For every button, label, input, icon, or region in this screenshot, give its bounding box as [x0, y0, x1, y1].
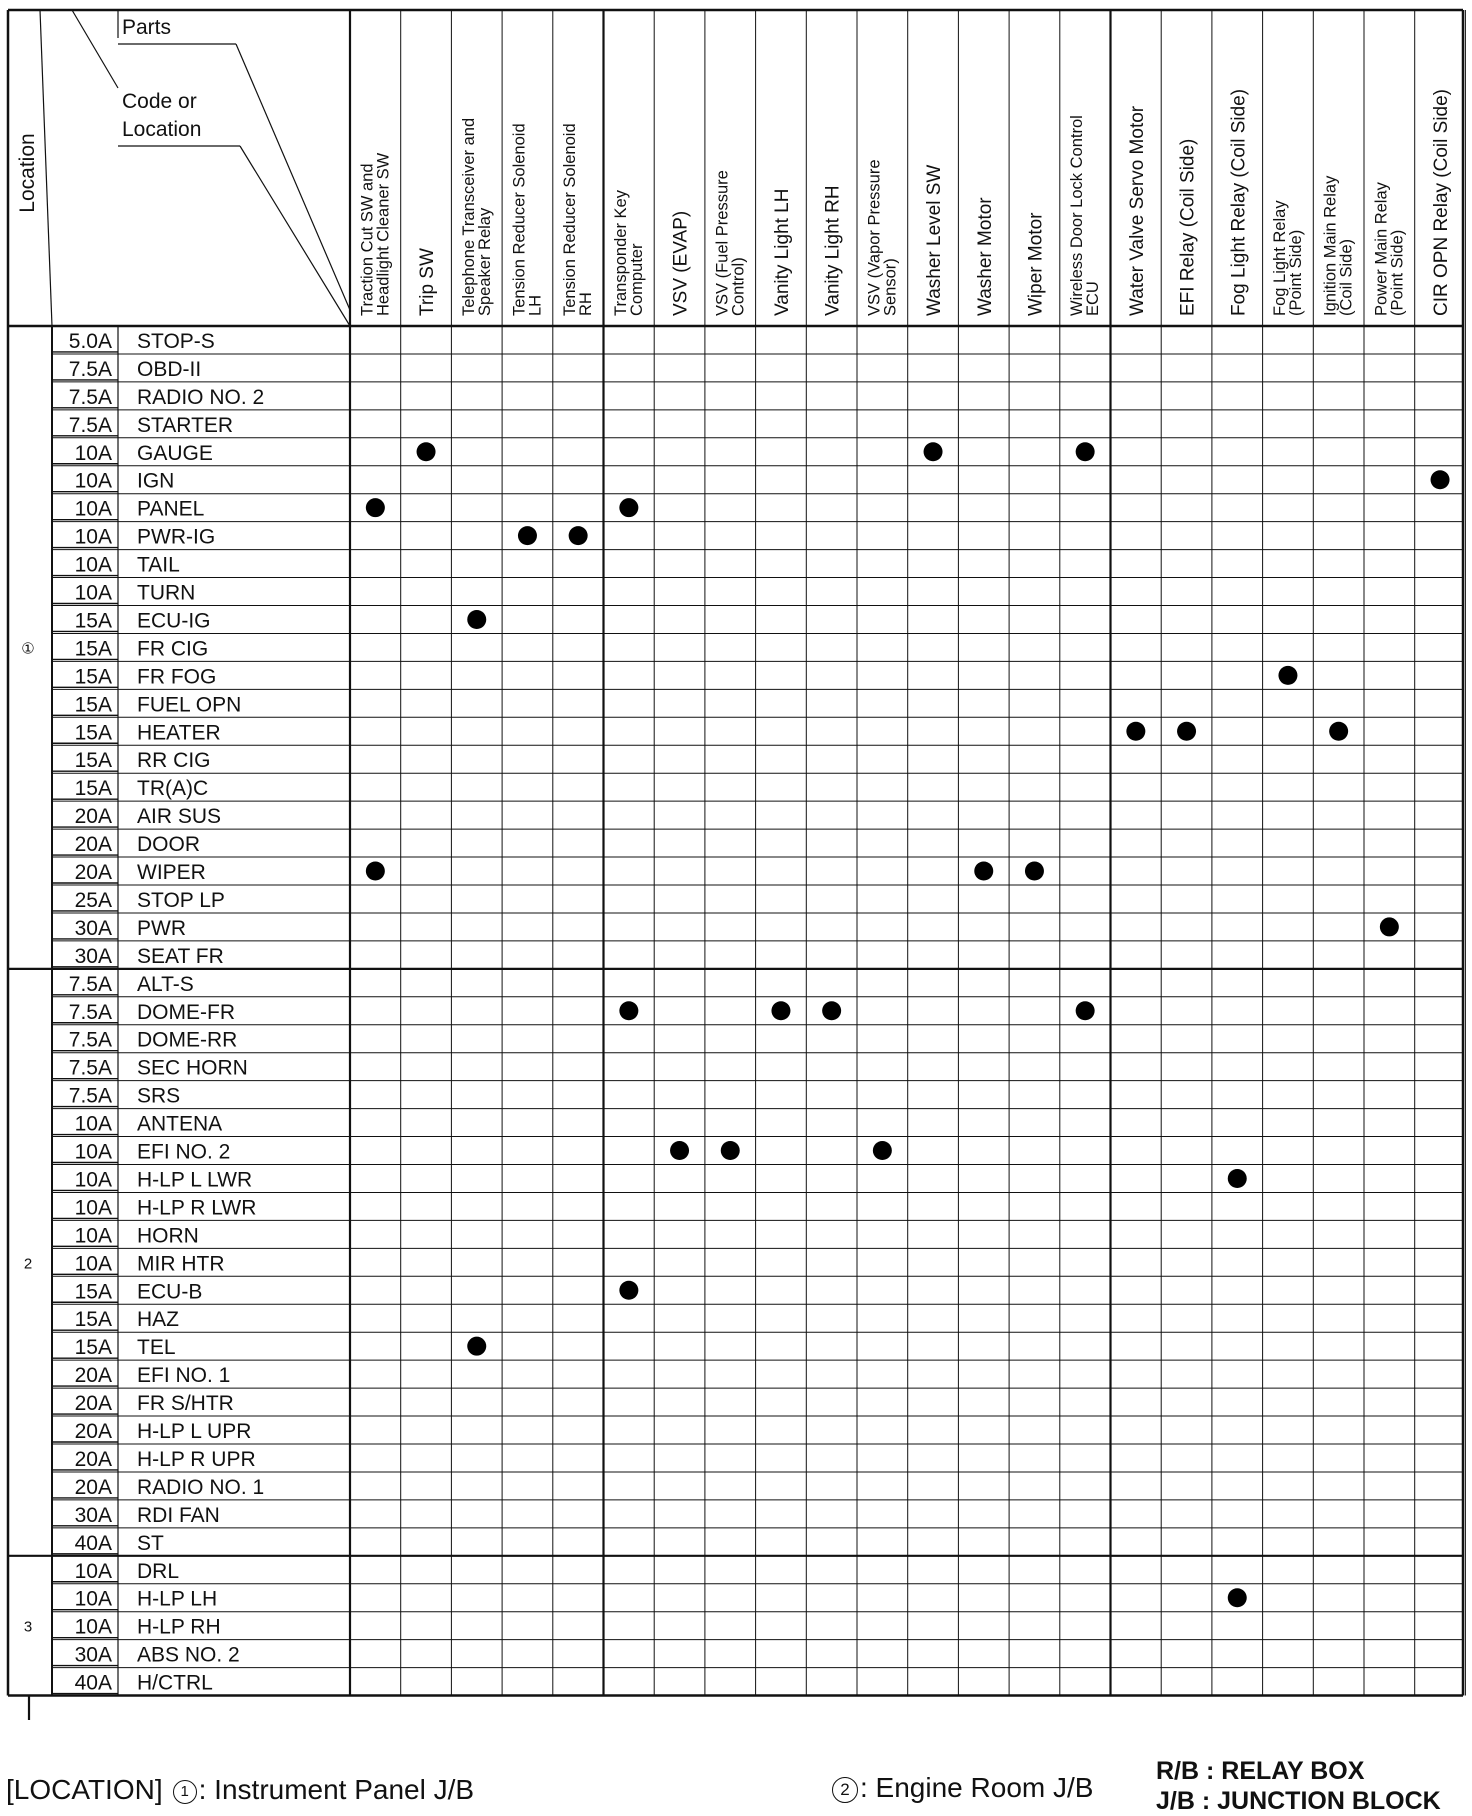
location-legend-2 [832, 1772, 1093, 1804]
diagonal-line [72, 10, 118, 88]
fuse-amperage: 30A [74, 1643, 112, 1667]
column-header [1322, 175, 1356, 316]
connection-dot [1329, 722, 1348, 741]
column-header-text: RH [577, 292, 596, 316]
connection-dot [366, 498, 385, 517]
fuse-amperage: 7.5A [68, 357, 112, 381]
column-header-text: Speaker Relay [475, 207, 494, 316]
column-header-text: Traction Cut SW and [358, 163, 377, 316]
column-header-text: Transponder Key [611, 190, 630, 316]
connection-dot [670, 1141, 689, 1160]
fuse-amperage: 10A [74, 441, 112, 465]
fuse-amperage: 15A [74, 1280, 112, 1304]
column-header-text: VSV (Vapor Pressure [865, 159, 884, 316]
diagonal-line [236, 44, 350, 310]
fuse-amperage: 20A [74, 861, 112, 884]
connection-dot [771, 1001, 790, 1020]
fuse-name: H-LP R UPR [137, 1447, 256, 1471]
column-header [460, 118, 494, 316]
fuse-amperage: 10A [74, 1196, 112, 1220]
column-header-text: Fog Light Relay [1270, 200, 1289, 316]
group-location: ① [21, 640, 35, 658]
fuse-amperage: 20A [74, 1392, 112, 1416]
fuse-name: ANTENA [137, 1112, 223, 1136]
connection-dot [569, 526, 588, 545]
fuse-name: EFI NO. 2 [137, 1140, 231, 1164]
fuse-name: DOME-RR [137, 1028, 238, 1052]
connection-dot [619, 1281, 638, 1300]
column-header-text: Headlight Cleaner SW [374, 152, 393, 316]
fuse-name: STARTER [137, 413, 234, 437]
fuse-amperage: 30A [74, 944, 112, 968]
column-header-text: Water Valve Servo Motor [1126, 105, 1148, 316]
location-legend-1 [6, 1774, 474, 1806]
column-header-text: EFI Relay (Coil Side) [1177, 138, 1199, 316]
fuse-amperage: 20A [74, 805, 112, 829]
column-header-text: Telephone Transceiver and [459, 117, 478, 316]
connection-dot [1126, 722, 1145, 741]
fuse-name: TR(A)C [137, 777, 209, 801]
fuse-name: FR FOG [137, 665, 217, 689]
connection-dot [1278, 666, 1297, 685]
fuse-name: H-LP LH [137, 1587, 218, 1611]
fuse-name: GAUGE [137, 441, 213, 465]
column-header-text: Ignition Main Relay [1321, 175, 1340, 316]
column-header [1228, 89, 1249, 316]
connection-dot [924, 442, 943, 461]
column-header [823, 185, 844, 316]
abbreviation-legend [1156, 1756, 1441, 1816]
column-header-text: Tension Reducer Solenoid [510, 123, 529, 316]
connection-dot [619, 1001, 638, 1020]
fuse-amperage: 20A [74, 1475, 112, 1499]
fuse-name: HORN [137, 1224, 199, 1248]
column-header [1068, 115, 1102, 316]
column-header [1431, 89, 1452, 316]
column-header [510, 123, 544, 316]
connection-dot [721, 1141, 740, 1160]
location-header: Location [16, 133, 39, 213]
column-header-text: Tension Reducer Solenoid [561, 123, 580, 316]
connection-dot [417, 442, 436, 461]
fuse-amperage: 10A [74, 1112, 112, 1136]
connection-dot [1025, 862, 1044, 881]
fuse-name: SEC HORN [137, 1056, 248, 1080]
fuse-name: DOME-FR [137, 1000, 235, 1024]
fuse-name: EFI NO. 1 [137, 1364, 231, 1388]
fuse-amperage: 15A [74, 1308, 112, 1332]
connection-dot [1380, 917, 1399, 936]
fuse-name: SEAT FR [137, 944, 224, 968]
column-header-text: (Point Side) [1286, 229, 1305, 316]
column-header [1271, 200, 1305, 316]
fuse-amperage: 10A [74, 1252, 112, 1276]
fuse-name: AIR SUS [137, 805, 222, 829]
fuse-name: FR S/HTR [137, 1392, 234, 1416]
fuse-name: ST [137, 1531, 164, 1555]
fuse-name: ALT-S [137, 972, 194, 996]
fuse-name: PWR-IG [137, 525, 216, 549]
fuse-amperage: 7.5A [68, 1084, 112, 1108]
column-header [671, 211, 692, 316]
fuse-name: H-LP L UPR [137, 1420, 252, 1443]
fuse-name: H-LP RH [137, 1615, 221, 1639]
code-label-line1: Code or [122, 90, 197, 113]
column-header [924, 165, 945, 316]
column-header-text: ECU [1084, 281, 1103, 316]
connection-dot [1076, 1001, 1095, 1020]
fuse-name: RR CIG [137, 749, 211, 773]
column-header [1025, 212, 1046, 316]
fuse-amperage: 10A [74, 581, 112, 605]
fuse-amperage: 10A [74, 1559, 112, 1583]
fuse-amperage: 25A [74, 888, 112, 912]
fuse-name: FUEL OPN [137, 693, 242, 717]
column-header-text: VSV (EVAP) [670, 210, 692, 316]
legend-junction-block: J/B : JUNCTION BLOCK [1156, 1787, 1441, 1815]
fuse-amperage: 20A [74, 1420, 112, 1443]
column-header-text: Vanity Light LH [771, 188, 793, 316]
connection-dot [974, 862, 993, 881]
fuse-amperage: 30A [74, 916, 112, 940]
column-header [713, 170, 747, 316]
fuse-name: RADIO NO. 2 [137, 385, 265, 409]
location-1-text: : Instrument Panel J/B [198, 1774, 475, 1805]
fuse-amperage: 15A [74, 609, 112, 633]
column-header [1372, 181, 1406, 316]
fuse-name: STOP-S [137, 329, 215, 353]
fuse-name: MIR HTR [137, 1252, 225, 1276]
fuse-name: FR CIG [137, 637, 209, 661]
fuse-name: PANEL [137, 497, 205, 521]
fuse-amperage: 10A [74, 1140, 112, 1164]
connection-dot [1076, 442, 1095, 461]
fuse-amperage: 7.5A [68, 1028, 112, 1052]
column-header-text: VSV (Fuel Pressure [713, 170, 732, 316]
group-location: 3 [23, 1618, 33, 1636]
fuse-amperage: 15A [74, 749, 112, 773]
column-header-text: Wireless Door Lock Control [1068, 115, 1087, 316]
fuse-name: ECU-B [137, 1280, 203, 1304]
fuse-amperage: 30A [74, 1503, 112, 1527]
fuse-amperage: 7.5A [68, 1000, 112, 1024]
fuse-amperage: 15A [74, 637, 112, 661]
column-header-text: Power Main Relay [1372, 182, 1391, 316]
diagonal-line [240, 146, 350, 326]
fuse-name: DOOR [137, 833, 200, 857]
fuse-amperage: 20A [74, 1447, 112, 1471]
column-header-text: Computer [627, 243, 646, 316]
column-header [772, 189, 793, 316]
fuse-amperage: 7.5A [68, 1056, 112, 1080]
parts-label: Parts [122, 16, 172, 39]
fuse-amperage: 5.0A [68, 329, 112, 353]
fuse-name: DRL [137, 1559, 180, 1583]
fuse-amperage: 7.5A [68, 972, 112, 996]
column-header-text: Fog Light Relay (Coil Side) [1228, 88, 1250, 316]
fuse-name: IGN [137, 469, 175, 493]
column-header [561, 123, 595, 316]
fuse-name: TAIL [137, 553, 180, 577]
fuse-name: TURN [137, 581, 196, 605]
column-header-text: Vanity Light RH [822, 185, 844, 316]
fuse-name: H-LP L LWR [137, 1168, 253, 1192]
location-2-text: : Engine Room J/B [860, 1772, 1094, 1803]
connection-dot [467, 1337, 486, 1356]
fuse-amperage: 15A [74, 721, 112, 745]
connection-dot [467, 610, 486, 629]
fuse-amperage: 10A [74, 497, 112, 521]
column-header-text: LH [526, 294, 545, 316]
fuse-name: WIPER [137, 861, 206, 884]
fuse-amperage: 15A [74, 693, 112, 717]
fuse-name: RADIO NO. 1 [137, 1475, 265, 1499]
column-header [1178, 139, 1199, 316]
connection-dot [518, 526, 537, 545]
fuse-name: PWR [137, 916, 186, 940]
connection-dot [822, 1001, 841, 1020]
fuse-amperage: 10A [74, 1615, 112, 1639]
fuse-name: STOP LP [137, 888, 225, 912]
fuse-amperage: 40A [74, 1671, 112, 1695]
column-header [865, 159, 899, 316]
connection-dot [1228, 1169, 1247, 1188]
column-header-text: Washer Level SW [924, 164, 946, 316]
fuse-name: RDI FAN [137, 1503, 220, 1527]
fuse-name: OBD-II [137, 357, 202, 381]
diagonal-line [40, 10, 52, 326]
fuse-name: SRS [137, 1084, 181, 1108]
column-header-text: (Coil Side) [1337, 238, 1356, 316]
fuse-amperage: 10A [74, 553, 112, 577]
fuse-amperage: 10A [74, 1224, 112, 1248]
fuse-name: H/CTRL [137, 1671, 213, 1695]
column-header-text: Sensor) [881, 258, 900, 316]
fuse-name: ABS NO. 2 [137, 1643, 240, 1667]
connection-dot [1431, 470, 1450, 489]
column-header [417, 248, 438, 316]
legend-relay-box: R/B : RELAY BOX [1156, 1757, 1365, 1785]
fuse-amperage: 15A [74, 777, 112, 801]
fuse-amperage: 7.5A [68, 413, 112, 437]
fuse-name: HAZ [137, 1308, 179, 1332]
fuse-amperage: 15A [74, 1336, 112, 1360]
connection-dot [1177, 722, 1196, 741]
circled-number-1: 1 [173, 1780, 197, 1804]
connection-dot [619, 498, 638, 517]
fuse-name: HEATER [137, 721, 221, 745]
fuse-amperage: 15A [74, 665, 112, 689]
fuse-name: ECU-IG [137, 609, 211, 633]
connection-dot [366, 862, 385, 881]
fuse-amperage: 20A [74, 833, 112, 857]
fuse-amperage: 10A [74, 525, 112, 549]
column-header [975, 197, 996, 316]
column-header-text: Wiper Motor [1025, 212, 1047, 316]
column-header-text: Trip SW [417, 248, 439, 316]
connection-dot [873, 1141, 892, 1160]
column-header [358, 152, 392, 316]
fuse-name: H-LP R LWR [137, 1196, 257, 1220]
code-label-line2: Location [122, 118, 202, 141]
column-header [612, 189, 646, 316]
column-header-text: Control) [729, 257, 748, 316]
group-location: 2 [23, 1255, 33, 1273]
fuse-amperage: 7.5A [68, 385, 112, 409]
connection-dot [1228, 1588, 1247, 1607]
fuse-amperage: 20A [74, 1364, 112, 1388]
fuse-name: TEL [137, 1336, 176, 1360]
fuse-amperage: 40A [74, 1531, 112, 1555]
circled-number-2: 2 [832, 1777, 858, 1803]
column-header [1127, 105, 1148, 316]
column-header-text: CIR OPN Relay (Coil Side) [1431, 89, 1453, 316]
fuse-amperage: 10A [74, 1168, 112, 1192]
column-header-text: Washer Motor [974, 197, 996, 316]
column-header-text: (Point Side) [1388, 229, 1407, 316]
fuse-amperage: 10A [74, 1587, 112, 1611]
fuse-amperage: 10A [74, 469, 112, 493]
location-tag: [LOCATION] [6, 1774, 163, 1805]
